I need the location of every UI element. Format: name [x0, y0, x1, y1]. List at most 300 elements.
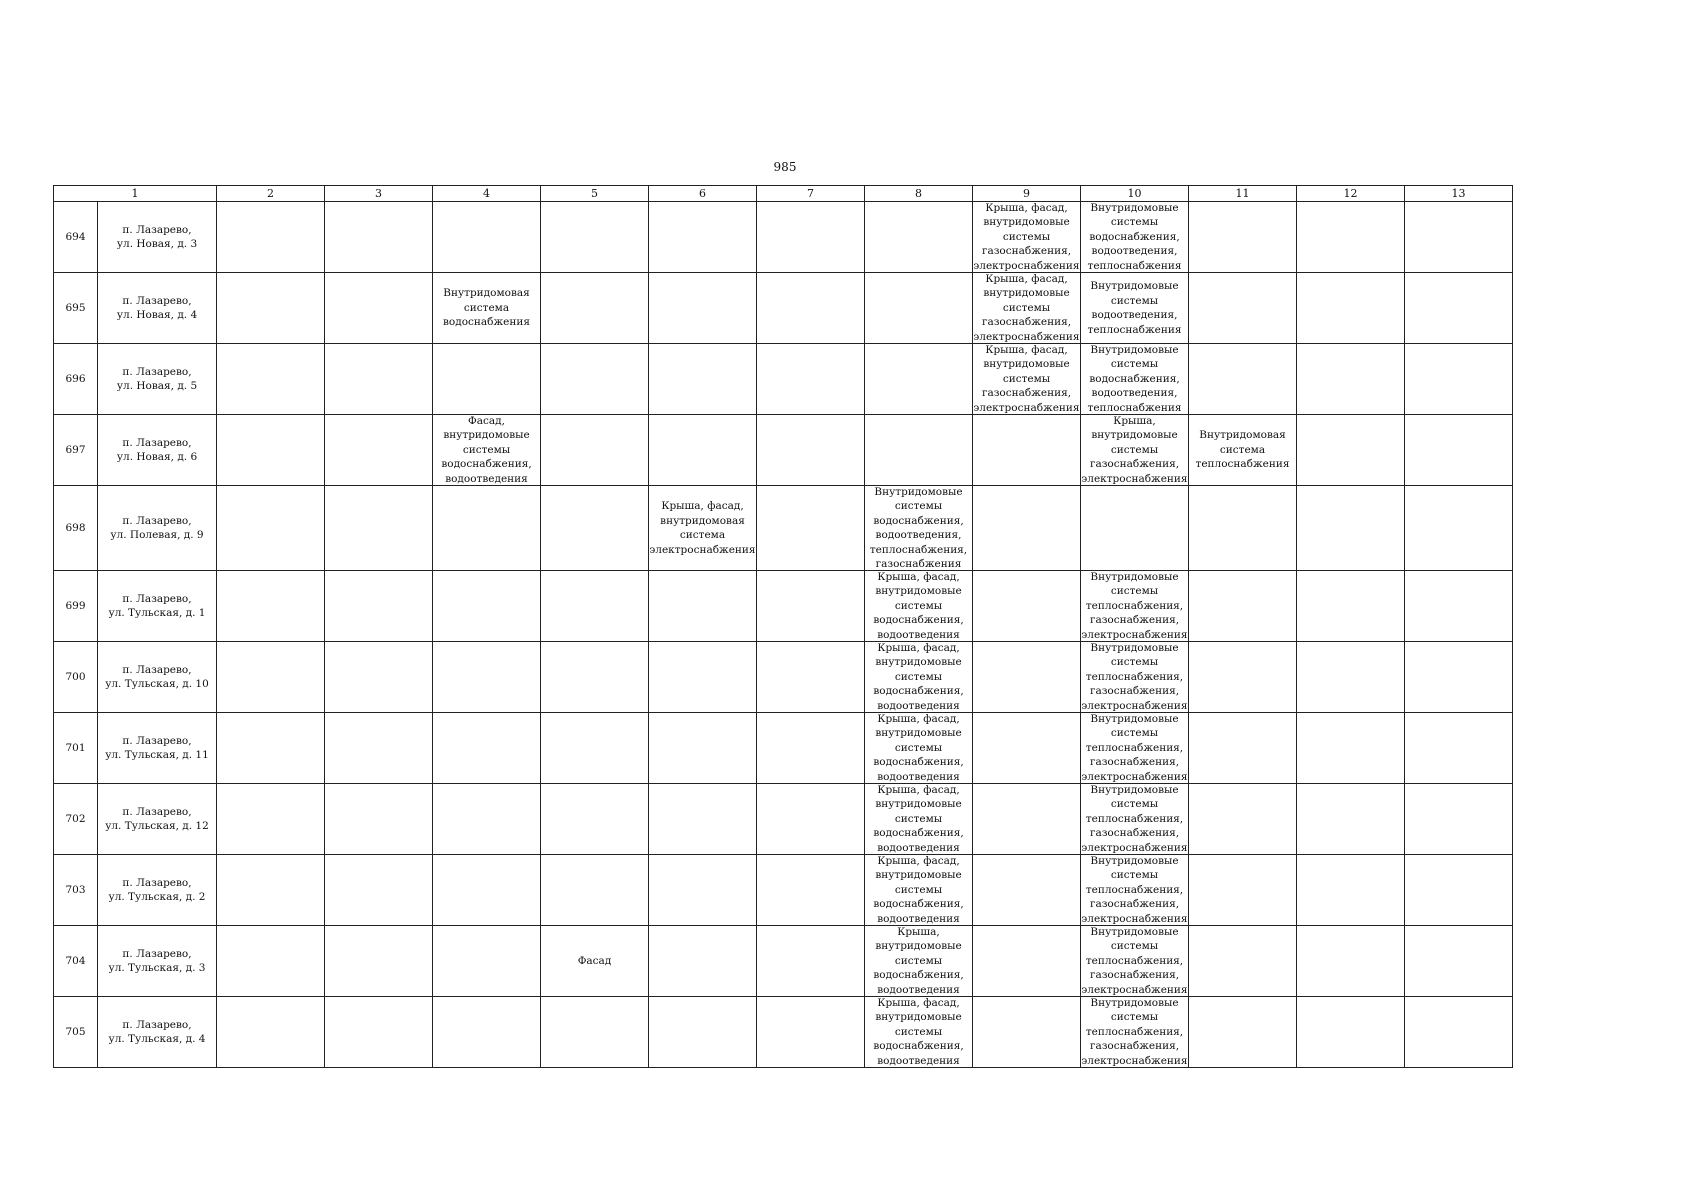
work-text-line: внутридомовые: [983, 358, 1070, 371]
work-cell-col-3: [325, 202, 433, 273]
work-text-line: Крыша, фасад,: [877, 571, 960, 583]
column-number-header: 6: [649, 186, 757, 202]
work-cell-col-12: [1297, 855, 1405, 926]
work-text-line: теплоснабжения: [1087, 323, 1182, 336]
work-cell-col-9: [973, 273, 1081, 344]
work-cell-col-4: [433, 997, 541, 1068]
row-number-cell: 698: [54, 486, 98, 571]
work-cell-col-5: [541, 855, 649, 926]
work-text-line: водоотведения,: [1091, 309, 1178, 321]
work-cell-col-3: [325, 784, 433, 855]
work-cell-col-10: [1081, 713, 1189, 784]
work-cell-col-9: [973, 784, 1081, 855]
address-cell: [98, 415, 217, 486]
work-text-line: водоотведения,: [1091, 245, 1178, 258]
work-text-line: системы: [1110, 727, 1159, 740]
address-line: ул. Тульская, д. 1: [108, 607, 206, 619]
work-text-line: газоснабжения,: [1089, 756, 1180, 769]
address-cell: [98, 926, 217, 997]
work-cell-col-13: [1405, 571, 1513, 642]
work-text-line: системы: [894, 954, 943, 967]
work-text-line: внутридомовые: [875, 1011, 962, 1024]
page-number: 985: [773, 160, 797, 174]
work-cell-col-11: [1189, 855, 1297, 926]
work-text-line: внутридомовые: [443, 429, 530, 442]
work-text-line: Внутридомовые: [1090, 713, 1179, 725]
work-text-line: системы: [1110, 656, 1159, 669]
work-text-line: электроснабжения: [1081, 1054, 1188, 1067]
work-text-line: газоснабжения,: [981, 316, 1072, 329]
work-text-line: теплоснабжения,: [1085, 812, 1184, 825]
work-text-line: система: [679, 529, 726, 541]
work-text-line: водоснабжения,: [441, 458, 532, 471]
work-cell-col-5: [541, 273, 649, 344]
work-cell-col-4: [433, 202, 541, 273]
work-cell-col-8: [865, 926, 973, 997]
address-cell: [98, 997, 217, 1068]
work-text-line: внутридомовые: [875, 727, 962, 740]
work-text-line: водоснабжения,: [873, 514, 964, 527]
work-cell-col-5: [541, 344, 649, 415]
work-text-line: водоснабжения,: [873, 898, 964, 911]
work-cell-col-7: [757, 344, 865, 415]
work-cell-col-6: [649, 202, 757, 273]
column-number-header: 10: [1081, 186, 1189, 202]
work-cell-col-7: [757, 713, 865, 784]
address-line: п. Лазарево,: [122, 805, 192, 818]
column-number-header: 13: [1405, 186, 1513, 202]
work-cell-col-9: [973, 713, 1081, 784]
work-cell-col-2: [217, 273, 325, 344]
row-number-cell: 695: [54, 273, 98, 344]
work-text-line: внутридомовые: [875, 869, 962, 882]
work-cell-col-13: [1405, 415, 1513, 486]
work-cell-col-2: [217, 926, 325, 997]
work-text-line: внутридомовые: [983, 216, 1070, 229]
work-text-line: системы: [1110, 216, 1159, 229]
work-text-line: системы: [894, 670, 943, 683]
work-text-line: водоотведения: [445, 472, 528, 485]
table-body: [54, 186, 1513, 1068]
column-number-header: 3: [325, 186, 433, 202]
work-text-line: электроснабжения: [649, 543, 756, 556]
work-text-line: Крыша,: [1113, 415, 1156, 427]
work-cell-col-6: [649, 997, 757, 1068]
column-number-header: 5: [541, 186, 649, 202]
work-cell-col-5: [541, 571, 649, 642]
work-cell-col-4: [433, 273, 541, 344]
work-cell-col-10: [1081, 997, 1189, 1068]
work-text-line: теплоснабжения,: [1085, 954, 1184, 967]
work-cell-col-11: [1189, 486, 1297, 571]
work-text-line: Фасад,: [468, 415, 505, 427]
row-number-cell: 694: [54, 202, 98, 273]
work-cell-col-11: [1189, 415, 1297, 486]
work-text-line: Внутридомовые: [1090, 926, 1179, 938]
work-cell-col-12: [1297, 571, 1405, 642]
table-row: [54, 926, 1513, 997]
address-cell: [98, 855, 217, 926]
column-number-header: 2: [217, 186, 325, 202]
work-text-line: внутридомовая: [660, 514, 745, 527]
work-text-line: Крыша, фасад,: [985, 344, 1068, 356]
work-text-line: системы: [894, 599, 943, 612]
work-cell-col-12: [1297, 926, 1405, 997]
work-text-line: водоотведения: [877, 628, 960, 641]
work-text-line: системы: [1110, 1011, 1159, 1024]
work-text-line: Внутридомовая: [443, 287, 530, 300]
table-row: [54, 997, 1513, 1068]
work-cell-col-11: [1189, 571, 1297, 642]
address-cell: [98, 642, 217, 713]
table-row: [54, 713, 1513, 784]
work-cell-col-2: [217, 202, 325, 273]
work-text-line: теплоснабжения,: [869, 543, 968, 556]
work-cell-col-13: [1405, 486, 1513, 571]
work-text-line: Внутридомовые: [874, 486, 963, 498]
work-cell-col-6: [649, 855, 757, 926]
work-text-line: электроснабжения: [1081, 699, 1188, 712]
work-cell-col-2: [217, 642, 325, 713]
row-number-cell: 704: [54, 926, 98, 997]
work-text-line: Внутридомовые: [1090, 997, 1179, 1009]
row-number-cell: 705: [54, 997, 98, 1068]
work-cell-col-9: [973, 202, 1081, 273]
work-cell-col-4: [433, 486, 541, 571]
work-cell-col-4: [433, 926, 541, 997]
table-row: [54, 571, 1513, 642]
work-cell-col-3: [325, 997, 433, 1068]
work-cell-col-13: [1405, 713, 1513, 784]
work-cell-col-10: [1081, 415, 1189, 486]
address-cell: [98, 486, 217, 571]
work-text-line: газоснабжения,: [1089, 898, 1180, 911]
work-cell-col-12: [1297, 273, 1405, 344]
work-cell-col-8: [865, 784, 973, 855]
work-cell-col-3: [325, 642, 433, 713]
work-text-line: теплоснабжения: [1087, 401, 1182, 414]
work-cell-col-6: [649, 784, 757, 855]
work-cell-col-10: [1081, 486, 1189, 571]
work-cell-col-9: [973, 571, 1081, 642]
work-text-line: Крыша,: [897, 926, 940, 938]
address-cell: [98, 202, 217, 273]
work-cell-col-11: [1189, 926, 1297, 997]
work-cell-col-12: [1297, 997, 1405, 1068]
work-cell-col-3: [325, 486, 433, 571]
work-text-line: электроснабжения: [1081, 912, 1188, 925]
work-cell-col-7: [757, 202, 865, 273]
work-text-line: водоотведения: [877, 699, 960, 712]
work-cell-col-9: [973, 997, 1081, 1068]
work-text-line: водоотведения: [877, 912, 960, 925]
work-cell-col-8: [865, 855, 973, 926]
work-cell-col-4: [433, 784, 541, 855]
address-line: ул. Новая, д. 5: [116, 380, 198, 392]
work-cell-col-13: [1405, 926, 1513, 997]
work-text-line: системы: [1110, 798, 1159, 811]
work-text-line: Крыша, фасад,: [877, 855, 960, 867]
work-cell-col-7: [757, 926, 865, 997]
work-cell-col-7: [757, 571, 865, 642]
work-cell-col-3: [325, 571, 433, 642]
work-cell-col-8: [865, 344, 973, 415]
work-cell-col-7: [757, 997, 865, 1068]
work-text-line: электроснабжения: [973, 401, 1080, 414]
column-number-header: 4: [433, 186, 541, 202]
work-text-line: водоотведения: [877, 1054, 960, 1067]
work-cell-col-4: [433, 855, 541, 926]
work-text-line: газоснабжения,: [1089, 969, 1180, 982]
work-text-line: водоснабжения: [443, 316, 530, 329]
work-cell-col-5: [541, 997, 649, 1068]
work-cell-col-12: [1297, 642, 1405, 713]
work-cell-col-6: [649, 273, 757, 344]
address-line: ул. Тульская, д. 2: [108, 891, 206, 903]
work-cell-col-11: [1189, 784, 1297, 855]
work-text-line: Крыша, фасад,: [877, 642, 960, 654]
work-text-line: газоснабжения: [875, 558, 962, 570]
work-text-line: внутридомовые: [875, 656, 962, 669]
address-line: п. Лазарево,: [122, 663, 192, 676]
work-cell-col-10: [1081, 202, 1189, 273]
work-cell-col-5: [541, 202, 649, 273]
work-cell-col-3: [325, 855, 433, 926]
work-text-line: электроснабжения: [1081, 472, 1188, 485]
work-cell-col-11: [1189, 202, 1297, 273]
work-cell-col-9: [973, 642, 1081, 713]
work-cell-col-6: [649, 642, 757, 713]
column-number-header: 12: [1297, 186, 1405, 202]
row-number-cell: 697: [54, 415, 98, 486]
work-text-line: водоотведения,: [875, 529, 962, 541]
work-text-line: Внутридомовые: [1090, 344, 1179, 356]
table-row: [54, 344, 1513, 415]
address-line: ул. Тульская, д. 11: [105, 749, 209, 761]
work-cell-col-2: [217, 997, 325, 1068]
work-text-line: водоснабжения,: [1089, 372, 1180, 385]
work-text-line: Внутридомовые: [1090, 280, 1179, 292]
work-text-line: газоснабжения,: [981, 245, 1072, 258]
column-number-header: 11: [1189, 186, 1297, 202]
work-cell-col-7: [757, 784, 865, 855]
address-cell: [98, 344, 217, 415]
work-cell-col-13: [1405, 202, 1513, 273]
work-text-line: системы: [894, 1025, 943, 1038]
address-line: ул. Тульская, д. 4: [108, 1033, 206, 1045]
address-line: ул. Тульская, д. 10: [105, 678, 209, 690]
work-cell-col-2: [217, 713, 325, 784]
work-cell-col-5: [541, 415, 649, 486]
work-text-line: электроснабжения: [1081, 841, 1188, 854]
work-cell-col-7: [757, 415, 865, 486]
work-text-line: водоснабжения,: [873, 756, 964, 769]
row-number-cell: 699: [54, 571, 98, 642]
work-text-line: внутридомовые: [1091, 429, 1178, 442]
address-line: п. Лазарево,: [122, 592, 192, 605]
address-line: п. Лазарево,: [122, 294, 192, 307]
table-row: [54, 273, 1513, 344]
work-cell-col-4: [433, 642, 541, 713]
work-text-line: теплоснабжения,: [1085, 1025, 1184, 1038]
work-text-line: теплоснабжения: [1195, 458, 1290, 471]
work-text-line: Крыша, фасад,: [877, 784, 960, 796]
work-text-line: Крыша, фасад,: [661, 500, 744, 512]
address-cell: [98, 571, 217, 642]
work-text-line: Крыша, фасад,: [985, 202, 1068, 214]
work-cell-col-7: [757, 486, 865, 571]
work-text-line: Фасад: [577, 954, 612, 967]
work-cell-col-13: [1405, 784, 1513, 855]
work-cell-col-3: [325, 344, 433, 415]
work-cell-col-11: [1189, 273, 1297, 344]
work-cell-col-5: [541, 713, 649, 784]
table-row: [54, 784, 1513, 855]
work-text-line: водоотведения: [877, 983, 960, 996]
work-text-line: водоотведения: [877, 770, 960, 783]
work-cell-col-9: [973, 926, 1081, 997]
work-text-line: системы: [1110, 294, 1159, 307]
work-text-line: газоснабжения,: [1089, 614, 1180, 627]
column-number-header: 1: [54, 186, 217, 202]
work-text-line: электроснабжения: [973, 259, 1080, 272]
work-text-line: Внутридомовые: [1090, 784, 1179, 796]
work-cell-col-8: [865, 486, 973, 571]
work-cell-col-3: [325, 926, 433, 997]
work-cell-col-5: [541, 642, 649, 713]
work-cell-col-5: [541, 486, 649, 571]
work-text-line: Внутридомовые: [1090, 202, 1179, 214]
address-line: ул. Тульская, д. 3: [108, 962, 206, 974]
work-text-line: водоснабжения,: [873, 1040, 964, 1053]
row-number-cell: 702: [54, 784, 98, 855]
work-text-line: газоснабжения,: [1089, 1040, 1180, 1053]
work-cell-col-5: [541, 926, 649, 997]
repair-schedule-table: [53, 185, 1513, 1068]
work-text-line: водоотведения: [877, 841, 960, 854]
work-text-line: газоснабжения,: [1089, 827, 1180, 840]
work-cell-col-12: [1297, 784, 1405, 855]
work-cell-col-9: [973, 855, 1081, 926]
work-cell-col-4: [433, 415, 541, 486]
work-text-line: газоснабжения,: [1089, 685, 1180, 698]
work-text-line: электроснабжения: [1081, 628, 1188, 641]
work-cell-col-2: [217, 486, 325, 571]
work-text-line: системы: [1110, 940, 1159, 953]
work-text-line: теплоснабжения,: [1085, 670, 1184, 683]
work-cell-col-6: [649, 713, 757, 784]
address-line: п. Лазарево,: [122, 876, 192, 889]
address-line: ул. Новая, д. 4: [116, 309, 198, 321]
work-text-line: Внутридомовые: [1090, 571, 1179, 583]
work-cell-col-8: [865, 642, 973, 713]
work-cell-col-11: [1189, 997, 1297, 1068]
row-number-cell: 701: [54, 713, 98, 784]
address-line: п. Лазарево,: [122, 436, 192, 449]
row-number-cell: 703: [54, 855, 98, 926]
work-cell-col-8: [865, 202, 973, 273]
column-number-header: 7: [757, 186, 865, 202]
work-text-line: система: [463, 301, 510, 314]
work-cell-col-13: [1405, 642, 1513, 713]
work-text-line: Внутридомовые: [1090, 855, 1179, 867]
work-text-line: системы: [1110, 869, 1159, 882]
row-number-cell: 700: [54, 642, 98, 713]
work-cell-col-3: [325, 273, 433, 344]
work-text-line: электроснабжения: [1081, 770, 1188, 783]
work-text-line: Крыша, фасад,: [877, 713, 960, 725]
address-line: ул. Полевая, д. 9: [110, 529, 204, 541]
work-text-line: внутридомовые: [875, 798, 962, 811]
address-line: ул. Тульская, д. 12: [105, 820, 209, 832]
work-cell-col-9: [973, 486, 1081, 571]
address-line: п. Лазарево,: [122, 734, 192, 747]
work-text-line: водоснабжения,: [873, 969, 964, 982]
table-row: [54, 642, 1513, 713]
work-text-line: Крыша, фасад,: [877, 997, 960, 1009]
work-text-line: газоснабжения,: [1089, 458, 1180, 471]
work-cell-col-8: [865, 571, 973, 642]
work-cell-col-2: [217, 855, 325, 926]
column-number-header: 9: [973, 186, 1081, 202]
table-row: [54, 855, 1513, 926]
address-cell: [98, 713, 217, 784]
work-text-line: Внутридомовая: [1199, 429, 1286, 442]
work-cell-col-9: [973, 344, 1081, 415]
address-line: ул. Новая, д. 3: [116, 238, 198, 250]
work-cell-col-4: [433, 571, 541, 642]
work-cell-col-7: [757, 273, 865, 344]
address-line: ул. Новая, д. 6: [116, 451, 198, 463]
work-text-line: системы: [894, 741, 943, 754]
work-text-line: газоснабжения,: [981, 387, 1072, 400]
work-cell-col-6: [649, 344, 757, 415]
row-number-cell: 696: [54, 344, 98, 415]
work-text-line: теплоснабжения,: [1085, 883, 1184, 896]
work-cell-col-4: [433, 713, 541, 784]
work-cell-col-8: [865, 997, 973, 1068]
work-text-line: внутридомовые: [983, 287, 1070, 300]
work-cell-col-8: [865, 415, 973, 486]
work-text-line: теплоснабжения,: [1085, 741, 1184, 754]
work-text-line: Крыша, фасад,: [985, 273, 1068, 285]
work-cell-col-6: [649, 486, 757, 571]
address-cell: [98, 273, 217, 344]
work-cell-col-9: [973, 415, 1081, 486]
work-cell-col-12: [1297, 344, 1405, 415]
work-cell-col-7: [757, 855, 865, 926]
work-cell-col-13: [1405, 855, 1513, 926]
work-text-line: системы: [1002, 301, 1051, 314]
work-cell-col-8: [865, 273, 973, 344]
work-text-line: системы: [462, 443, 511, 456]
work-text-line: системы: [1002, 372, 1051, 385]
work-cell-col-2: [217, 415, 325, 486]
work-text-line: системы: [1110, 585, 1159, 598]
address-line: п. Лазарево,: [122, 365, 192, 378]
work-cell-col-2: [217, 344, 325, 415]
work-cell-col-11: [1189, 344, 1297, 415]
work-text-line: внутридомовые: [875, 940, 962, 953]
work-cell-col-6: [649, 571, 757, 642]
column-number-row: [54, 186, 1513, 202]
work-text-line: системы: [1110, 443, 1159, 456]
address-line: п. Лазарево,: [122, 1018, 192, 1031]
work-text-line: система: [1219, 443, 1266, 456]
address-line: п. Лазарево,: [122, 514, 192, 527]
work-cell-col-10: [1081, 926, 1189, 997]
work-cell-col-2: [217, 784, 325, 855]
